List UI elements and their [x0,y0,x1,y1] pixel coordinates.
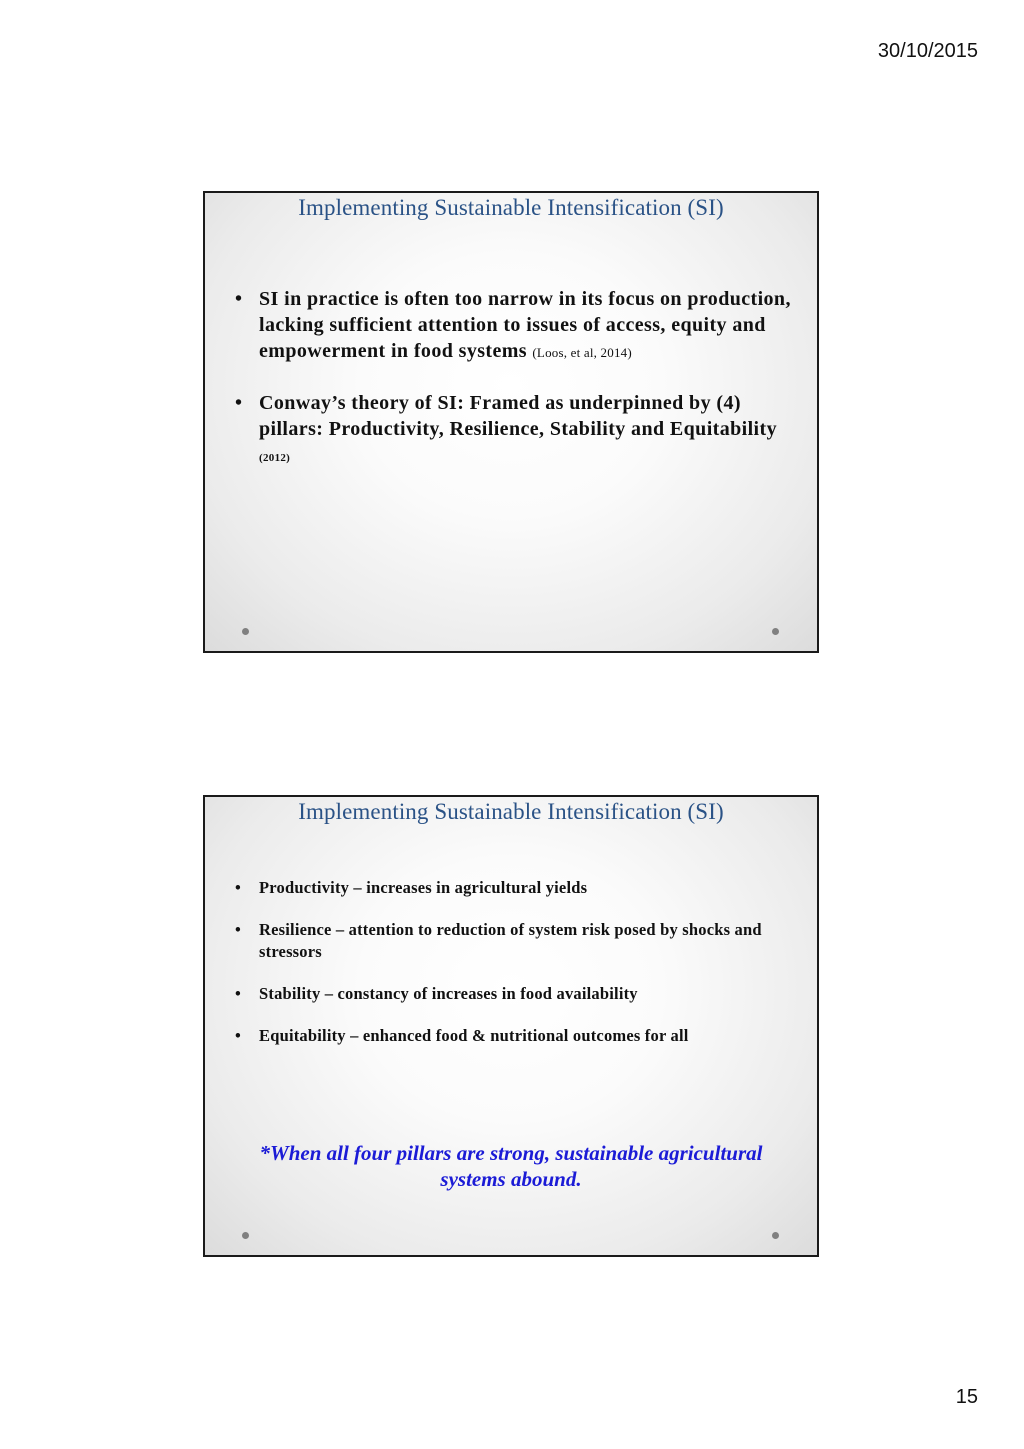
page-date: 30/10/2015 [877,40,978,62]
bullet-list [235,877,793,1067]
bullet-dot-icon: • [235,392,243,414]
slide-1 [203,191,819,653]
page-number: 15 [955,1386,978,1408]
corner-dot-icon [772,1232,779,1239]
corner-dot-icon [772,628,779,635]
bullet-text: SI in practice is often too narrow in its focus on production, lacking sufficient attention to issues of access, equity and empowerment in food systems [259,288,791,362]
slide-title: Implementing Sustainable Intensification (SI) [298,195,724,220]
citation: (Loos, et al, 2014) [532,345,632,360]
closing-note: *When all four pillars are strong, sustainable agricultural systems abound. [259,1141,763,1191]
slide-title: Implementing Sustainable Intensification (SI) [298,799,724,824]
corner-dot-icon [242,1232,249,1239]
bullet-text: Conway’s theory of SI: Framed as underpinned by (4) pillars: Productivity, Resilience, Stability and Equitability [259,392,777,440]
slide-2 [203,795,819,1257]
bullet-list [235,286,793,495]
bullet-item [235,1025,793,1047]
bullet-item [235,983,793,1005]
bullet-dot-icon: • [235,920,241,939]
bullet-dot-icon: • [235,878,241,897]
bullet-text: Productivity – increases in agricultural yields [259,878,588,897]
bullet-item [235,919,793,963]
citation: (2012) [259,452,291,464]
bullet-item [235,390,793,471]
bullet-dot-icon: • [235,288,243,310]
bullet-item [235,286,793,366]
bullet-text: Stability – constancy of increases in food availability [259,984,638,1003]
bullet-dot-icon: • [235,984,241,1003]
bullet-dot-icon: • [235,1026,241,1045]
bullet-text: Equitability – enhanced food & nutritional outcomes for all [259,1026,689,1045]
bullet-item [235,877,793,899]
corner-dot-icon [242,628,249,635]
bullet-text: Resilience – attention to reduction of system risk posed by shocks and stressors [259,920,762,961]
